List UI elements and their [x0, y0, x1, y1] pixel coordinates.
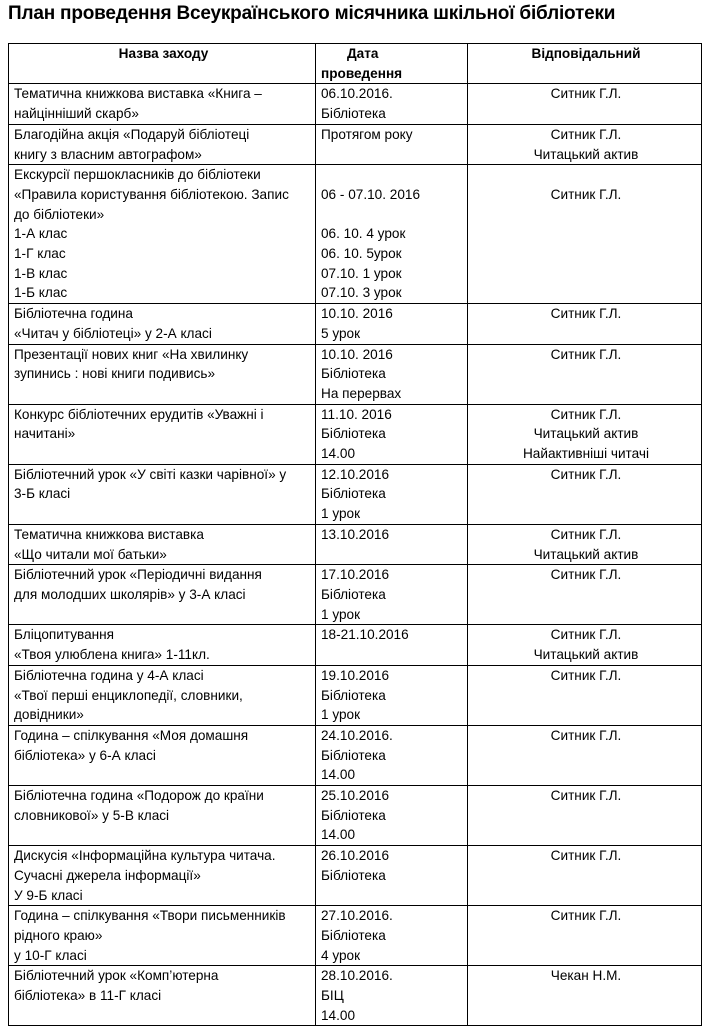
responsible-cell-line: Читацький актив: [533, 647, 639, 663]
table-row: [9, 304, 702, 344]
date-cell-line: 06.10.2016.: [321, 86, 393, 102]
date-cell: [316, 524, 468, 564]
responsible-cell: [468, 524, 702, 564]
responsible-cell-line: Читацький актив: [533, 426, 639, 442]
event-cell-line: Бібліотечна година: [14, 306, 133, 322]
event-cell: [9, 464, 316, 524]
event-cell-line: книгу з власним автографом»: [14, 146, 202, 162]
event-cell-line: Бібліотечний урок «Періодичні видання: [14, 567, 262, 583]
date-cell-line: 27.10.2016.: [321, 908, 393, 924]
date-cell-line: Бібліотека: [321, 366, 386, 382]
event-cell-line: Презентації нових книг «На хвилинку: [14, 346, 249, 362]
responsible-cell-line: Ситник Г.Л.: [550, 526, 622, 542]
table-row: [9, 625, 702, 665]
event-cell: [9, 124, 316, 164]
table-header-row: [9, 44, 702, 84]
event-cell-line: Тематична книжкова виставка «Книга –: [14, 86, 262, 102]
event-cell: [9, 966, 316, 1026]
event-cell: [9, 524, 316, 564]
table-row: [9, 404, 702, 464]
event-cell-line: найцінніший скарб»: [14, 106, 139, 122]
date-cell-line: Бібліотека: [321, 927, 386, 943]
responsible-cell-line: Ситник Г.Л.: [550, 126, 622, 142]
event-cell-line: Конкурс бібліотечних ерудитів «Уважні і: [14, 406, 264, 422]
responsible-cell: [468, 906, 702, 966]
responsible-cell-line: Читацький актив: [533, 146, 639, 162]
event-cell-line: бібліотека» у 6-А класі: [14, 747, 156, 763]
date-cell: [316, 725, 468, 785]
responsible-cell: [468, 84, 702, 124]
header-responsible: Відповідальний: [468, 44, 702, 84]
date-cell: [316, 625, 468, 665]
date-cell-line: 25.10.2016: [321, 788, 390, 804]
date-cell-line: Бібліотека: [321, 687, 386, 703]
date-cell-line: 17.10.2016: [321, 567, 390, 583]
responsible-cell: [468, 165, 702, 304]
responsible-cell-line: Читацький актив: [533, 546, 639, 562]
event-cell-line: «Читач у бібліотеці» у 2-А класі: [14, 325, 212, 341]
date-cell: [316, 906, 468, 966]
event-cell-line: Бібліотечна година у 4-А класі: [14, 667, 204, 683]
date-cell-line: 06 - 07.10. 2016: [321, 186, 421, 202]
date-cell-line: [321, 205, 465, 225]
table-row: [9, 906, 702, 966]
event-cell: [9, 665, 316, 725]
date-cell-line: 26.10.2016: [321, 848, 390, 864]
event-cell: [9, 304, 316, 344]
responsible-cell: [468, 846, 702, 906]
date-cell-line: Бібліотека: [321, 807, 386, 823]
responsible-cell: [468, 464, 702, 524]
event-cell-line: Година – спілкування «Твори письменників: [14, 908, 286, 924]
event-cell: [9, 906, 316, 966]
event-cell-line: Благодійна акція «Подаруй бібліотеці: [14, 126, 250, 142]
event-cell-line: Сучасні джерела інформації»: [14, 867, 201, 883]
date-cell-line: 06. 10. 4 урок: [321, 226, 406, 242]
date-cell: [316, 565, 468, 625]
responsible-cell: [468, 124, 702, 164]
event-cell: [9, 846, 316, 906]
date-cell: [316, 124, 468, 164]
event-cell-line: Бліцопитування: [14, 627, 115, 643]
responsible-cell-line: Ситник Г.Л.: [550, 627, 622, 643]
date-cell: [316, 344, 468, 404]
event-cell: [9, 404, 316, 464]
responsible-cell-line: Ситник Г.Л.: [550, 466, 622, 482]
date-cell-line: 1 урок: [321, 606, 361, 622]
date-cell-line: 5 урок: [321, 325, 361, 341]
event-cell: [9, 625, 316, 665]
date-cell-line: 19.10.2016: [321, 667, 390, 683]
date-cell-line: 14.00: [321, 767, 356, 783]
event-cell-line: до бібліотеки»: [14, 206, 105, 222]
responsible-cell-line: Ситник Г.Л.: [550, 86, 622, 102]
responsible-cell: [468, 565, 702, 625]
event-cell-line: Бібліотечний урок «У світі казки чарівної» у: [14, 466, 287, 482]
date-cell: [316, 404, 468, 464]
header-date: [316, 44, 468, 84]
event-cell-line: 3-Б класі: [14, 486, 71, 502]
date-cell-line: 10.10. 2016: [321, 306, 393, 322]
responsible-cell: [468, 404, 702, 464]
date-cell-line: БІЦ: [321, 988, 344, 1004]
date-cell-line: Бібліотека: [321, 106, 386, 122]
date-cell-line: 11.10. 2016: [321, 406, 392, 422]
responsible-cell: [468, 786, 702, 846]
table-row: [9, 124, 702, 164]
date-cell-line: 1 урок: [321, 707, 361, 723]
event-cell-line: «Твоя улюблена книга» 1-11кл.: [14, 647, 210, 663]
responsible-cell: [468, 344, 702, 404]
date-cell-line: 14.00: [321, 1007, 356, 1023]
date-cell: [316, 846, 468, 906]
date-cell-line: Бібліотека: [321, 586, 386, 602]
date-cell-line: Бібліотека: [321, 486, 386, 502]
event-cell-line: У 9-Б класі: [14, 887, 83, 903]
date-cell-line: 14.00: [321, 827, 356, 843]
date-cell: [316, 464, 468, 524]
event-cell-line: Бібліотечний урок «Комп’ютерна: [14, 968, 219, 984]
event-cell: [9, 725, 316, 785]
event-cell: [9, 165, 316, 304]
responsible-cell: [468, 665, 702, 725]
event-cell-line: Година – спілкування «Моя домашня: [14, 727, 249, 743]
event-cell-line: Дискусія «Інформаційна культура читача.: [14, 848, 276, 864]
date-cell-line: 1 урок: [321, 506, 361, 522]
responsible-cell-line: Ситник Г.Л.: [550, 346, 622, 362]
table-body: [9, 84, 702, 1026]
event-cell-line: 1-Г клас: [14, 246, 66, 262]
table-row: [9, 665, 702, 725]
event-cell: [9, 565, 316, 625]
event-cell-line: зупинись : нові книги подивись»: [14, 366, 216, 382]
event-cell-line: Тематична книжкова виставка: [14, 526, 204, 542]
responsible-cell-line: Ситник Г.Л.: [550, 788, 622, 804]
header-date-line1: Дата: [347, 46, 379, 61]
responsible-cell-line: Ситник Г.Л.: [550, 908, 622, 924]
event-cell-line: «Що читали мої батьки»: [14, 546, 167, 562]
date-cell-line: Бібліотека: [321, 426, 386, 442]
table-row: [9, 966, 702, 1026]
responsible-cell: [468, 966, 702, 1026]
event-cell-line: 1-Б клас: [14, 285, 68, 301]
responsible-cell-line: Ситник Г.Л.: [550, 406, 622, 422]
table-row: [9, 344, 702, 404]
date-cell-line: 14.00: [321, 446, 356, 462]
responsible-cell-line: Ситник Г.Л.: [550, 186, 622, 202]
event-cell-line: Екскурсії першокласників до бібліотеки: [14, 167, 261, 183]
date-cell-line: 4 урок: [321, 947, 361, 963]
table-row: [9, 524, 702, 564]
event-cell: [9, 344, 316, 404]
date-cell: [316, 165, 468, 304]
date-cell-line: Бібліотека: [321, 867, 386, 883]
responsible-cell: [468, 725, 702, 785]
responsible-cell-line: Найактивніші читачі: [522, 446, 649, 462]
event-cell-line: Бібліотечна година «Подорож до країни: [14, 788, 264, 804]
page-title: План проведення Всеукраїнського місячника шкільної бібліотеки: [8, 3, 616, 24]
table-row: [9, 165, 702, 304]
responsible-cell-line: Ситник Г.Л.: [550, 727, 622, 743]
event-cell-line: рідного краю»: [14, 927, 103, 943]
responsible-cell-line: [473, 165, 699, 185]
event-cell-line: довідники»: [14, 707, 84, 723]
event-cell-line: для молодших школярів» у 3-А класі: [14, 586, 246, 602]
date-cell-line: [321, 165, 465, 185]
responsible-cell-line: Ситник Г.Л.: [550, 848, 622, 864]
event-cell: [9, 84, 316, 124]
date-cell-line: 06. 10. 5урок: [321, 246, 402, 262]
table-row: [9, 565, 702, 625]
responsible-cell: [468, 625, 702, 665]
date-cell: [316, 84, 468, 124]
date-cell-line: 10.10. 2016: [321, 346, 393, 362]
responsible-cell-line: Чекан Н.М.: [550, 968, 622, 984]
date-cell: [316, 786, 468, 846]
table-row: [9, 464, 702, 524]
event-cell-line: у 10-Г класі: [14, 947, 87, 963]
date-cell-line: 07.10. 1 урок: [321, 265, 402, 281]
table-row: [9, 846, 702, 906]
date-cell-line: 28.10.2016.: [321, 968, 393, 984]
header-date-line2: проведення: [321, 65, 403, 81]
table-row: [9, 786, 702, 846]
date-cell-line: 18-21.10.2016: [321, 627, 409, 643]
table-row: [9, 725, 702, 785]
event-cell-line: словникової» у 5-В класі: [14, 807, 170, 823]
date-cell-line: Бібліотека: [321, 747, 386, 763]
date-cell: [316, 966, 468, 1026]
date-cell-line: 24.10.2016.: [321, 727, 393, 743]
table-row: [9, 84, 702, 124]
header-event-name: Назва заходу: [9, 44, 316, 84]
date-cell-line: 13.10.2016: [321, 526, 390, 542]
event-cell-line: «Правила користування бібліотекою. Запис: [14, 186, 289, 202]
date-cell-line: На перервах: [321, 385, 402, 401]
event-cell-line: 1-А клас: [14, 226, 68, 242]
date-cell: [316, 304, 468, 344]
date-cell-line: Протягом року: [321, 126, 413, 142]
responsible-cell-line: Ситник Г.Л.: [550, 306, 622, 322]
responsible-cell: [468, 304, 702, 344]
event-cell-line: начитані»: [14, 426, 76, 442]
plan-table: [8, 43, 702, 1026]
responsible-cell-line: Ситник Г.Л.: [550, 667, 622, 683]
responsible-cell-line: Ситник Г.Л.: [550, 567, 622, 583]
event-cell-line: «Твої перші енциклопедії, словники,: [14, 687, 243, 703]
date-cell: [316, 665, 468, 725]
event-cell: [9, 786, 316, 846]
date-cell-line: 12.10.2016: [321, 466, 390, 482]
event-cell-line: бібліотека» в 11-Г класі: [14, 988, 162, 1004]
event-cell-line: 1-В клас: [14, 265, 68, 281]
date-cell-line: 07.10. 3 урок: [321, 285, 402, 301]
